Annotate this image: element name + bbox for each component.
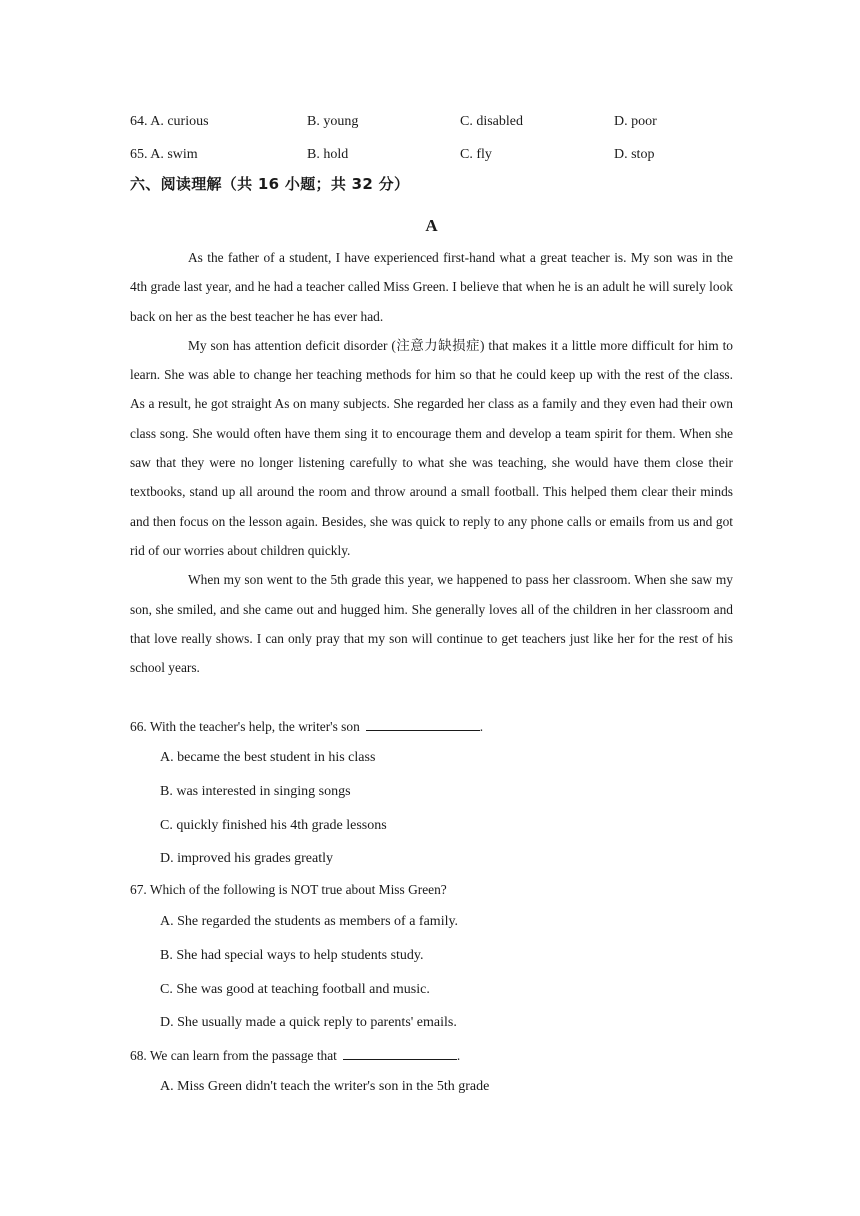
question-67-stem: 67. Which of the following is NOT true about Miss Green? [130,882,447,897]
q65-option-c: C. fly [460,147,492,162]
section-title: 六、阅读理解（共 16 小题；共 32 分） [130,175,410,193]
q67-option-b: B. She had special ways to help students study. [160,948,424,963]
answer-blank [366,716,480,731]
q64-option-d: D. poor [614,114,657,129]
question-68-stem [130,1045,460,1066]
q65-option-d: D. stop [614,147,655,162]
q67-option-a: A. She regarded the students as members of a family. [160,914,459,929]
q68-option-a: A. Miss Green didn't teach the writer's son in the 5th grade [160,1079,490,1094]
q68-stem-text: 68. We can learn from the passage that [130,1048,337,1063]
q64-option-c: C. disabled [460,114,523,129]
q65-option-b: B. hold [307,147,349,162]
q68-stem-end: . [456,1048,461,1063]
q66-option-c: C. quickly finished his 4th grade lessons [160,818,387,833]
q64-option-b: B. young [307,114,359,129]
q66-stem-text: 66. With the teacher's help, the writer's son [130,719,360,734]
passage-paragraph: When my son went to the 5th grade this year, we happened to pass her classroom. When she saw my son, she smiled, and she came out and hugged him. She generally loves all of the children in her classroom and that love really shows. I can only pray that my son will continue to get teachers just like her for the rest of his school years. [130,572,733,676]
q66-option-a: A. became the best student in his class [160,750,376,765]
q66-option-b: B. was interested in singing songs [160,784,351,799]
q67-option-c: C. She was good at teaching football and music. [160,982,430,997]
answer-blank [343,1045,457,1060]
q66-stem-end: . [479,719,484,734]
q66-option-d: D. improved his grades greatly [160,851,334,866]
q64-option-a: 64. A. curious [130,114,209,129]
passage-paragraph: As the father of a student, I have experienced first-hand what a great teacher is. My son was in the 4th grade last year, and he had a teacher called Miss Green. I believe that when he is an adult he will surely look back on her as the best teacher he has ever had. [130,250,733,324]
q65-option-a: 65. A. swim [130,147,198,162]
q67-option-d: D. She usually made a quick reply to parents' emails. [160,1015,457,1030]
reading-passage [130,243,733,682]
question-66-stem [130,716,483,737]
passage-letter: A [425,216,438,235]
passage-paragraph: My son has attention deficit disorder (注意力缺损症) that makes it a little more difficult for him to learn. She was able to change her teaching methods for him so that he could keep up with the rest of the class. As a result, he got straight As on many subjects. She regarded her class as a family and they even had their own class song. She would often have them sing it to encourage them and develop a team spirit for them. When she saw that they were no longer listening carefully to what she was teaching, she would have them close their textbooks, stand up all around the room and throw around a small football. This helped them clear their minds and then focus on the lesson again. Besides, she was quick to reply to any phone calls or emails from us and got rid of our worries about children quickly. [130,337,733,558]
